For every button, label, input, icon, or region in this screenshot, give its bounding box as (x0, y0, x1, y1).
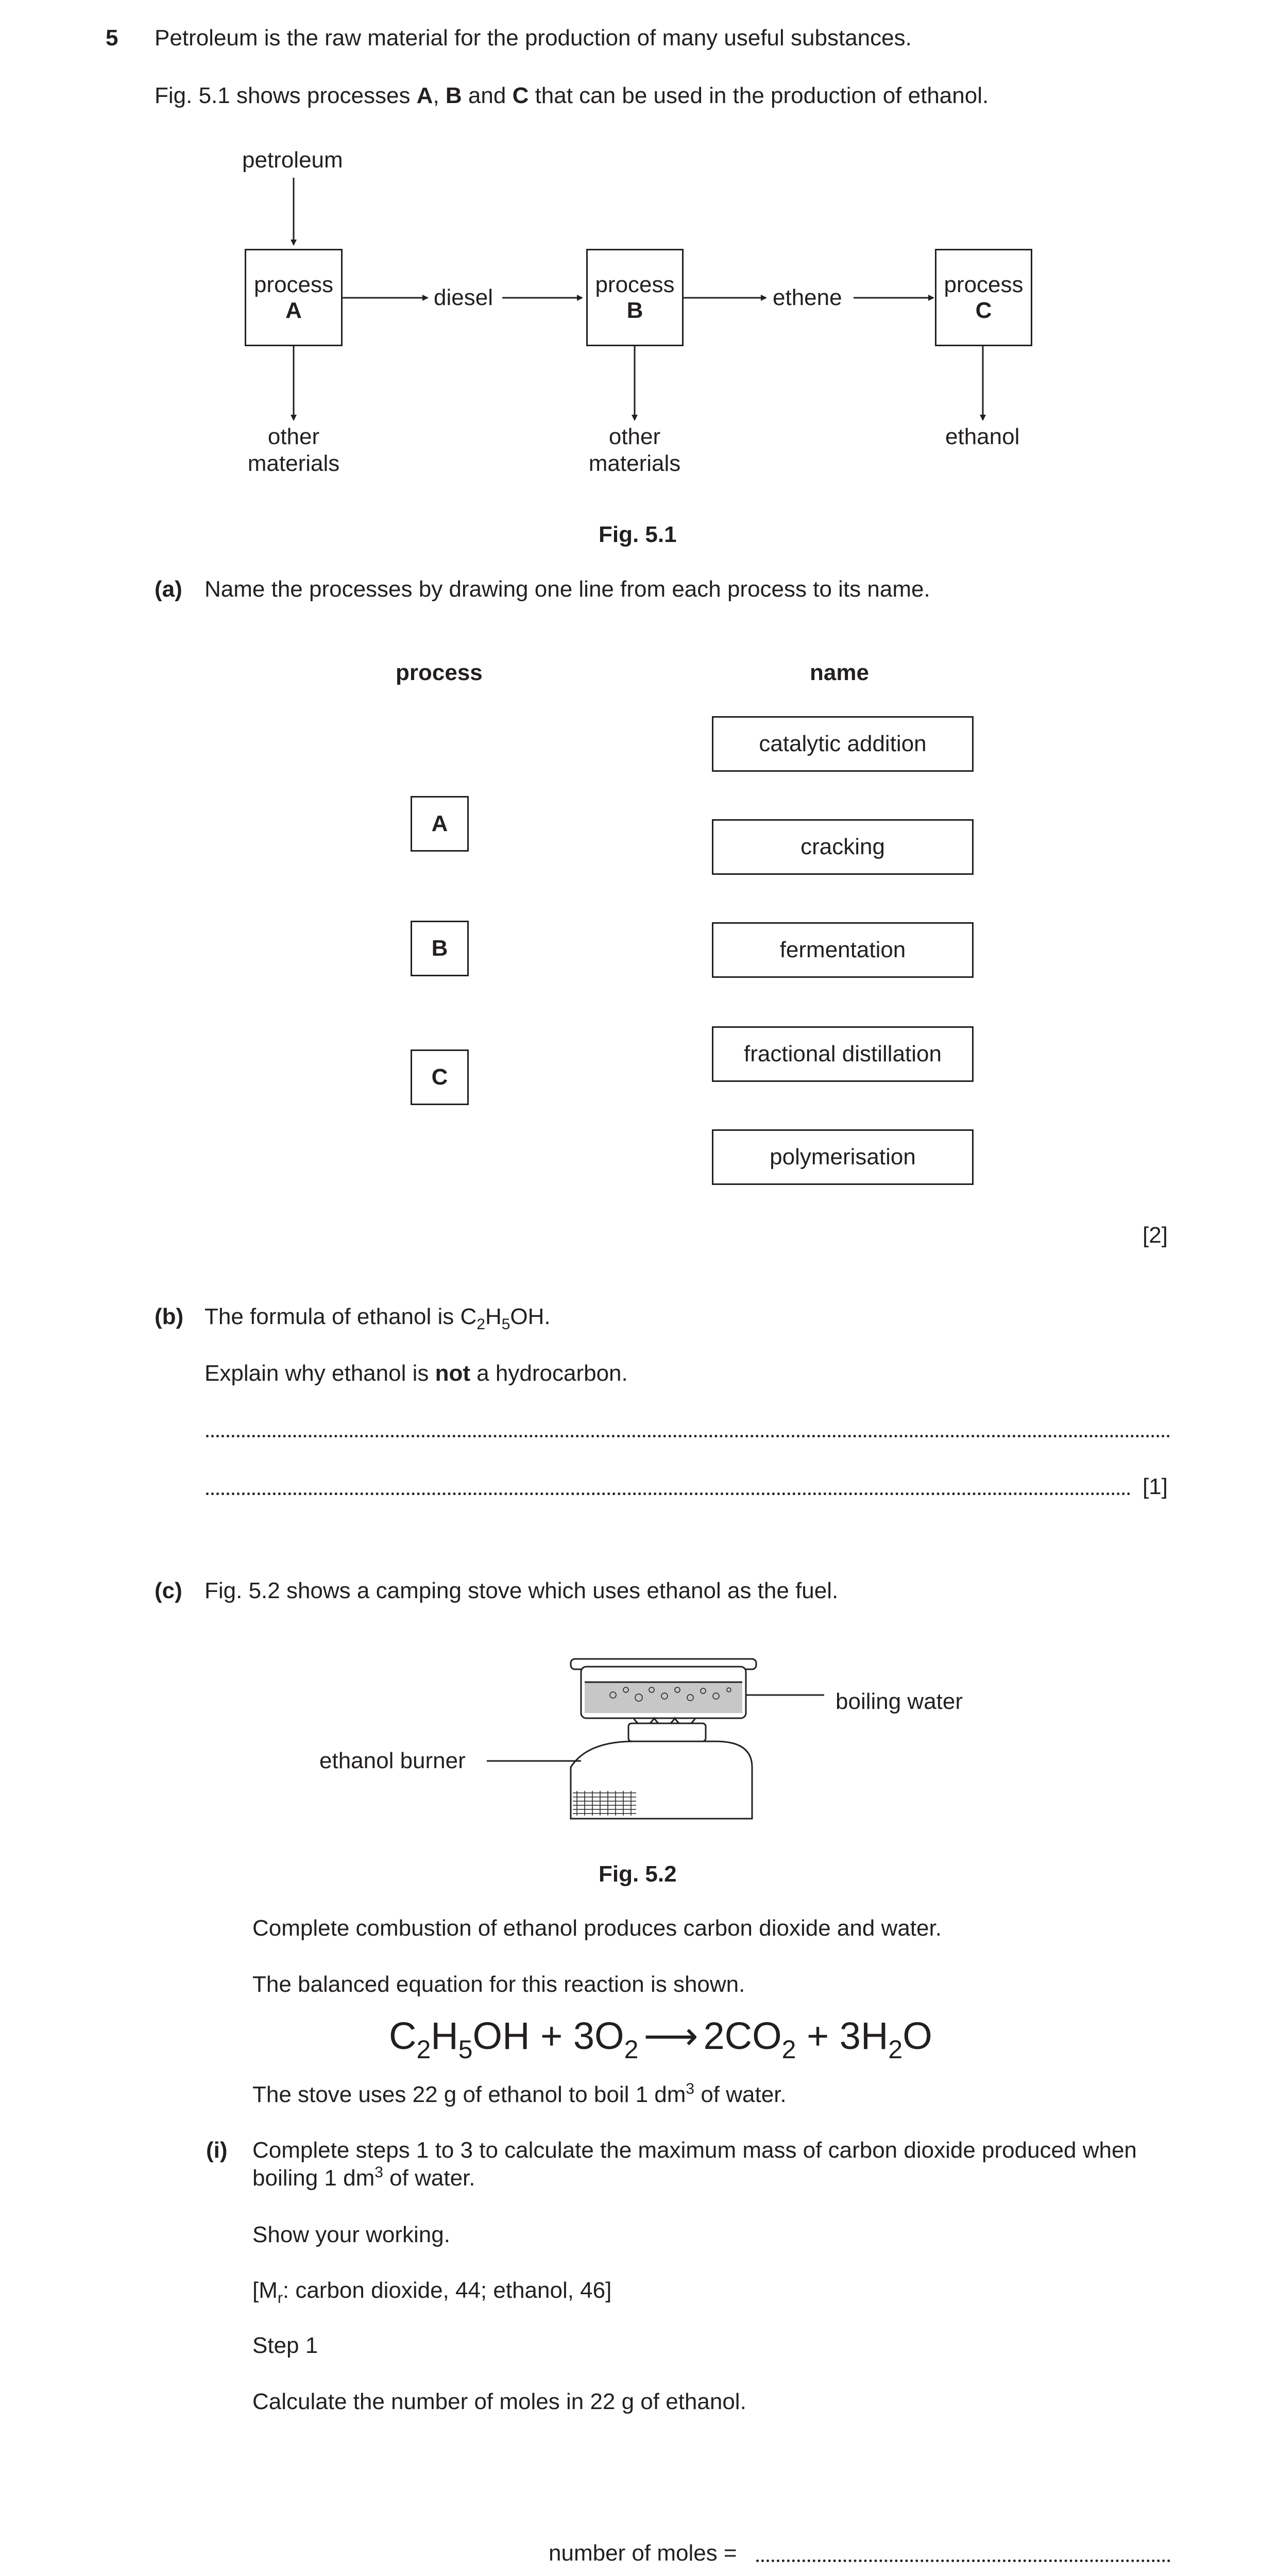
match-name-fractional-distillation[interactable]: fractional distillation (712, 1026, 974, 1082)
match-process-c[interactable]: C (411, 1049, 469, 1105)
match-process-a[interactable]: A (411, 796, 469, 852)
part-c-label: (c) (155, 1578, 182, 1603)
stove-uses-text: The stove uses 22 g of ethanol to boil 1 $dm^3$ of water. (252, 2080, 787, 2107)
process-a-letter: A (285, 297, 302, 323)
name-column-heading: name (810, 660, 869, 685)
part-c-intro: Fig. 5.2 shows a camping stove which uses ethanol as the fuel. (205, 1578, 839, 1603)
ethanol-formula-text: The formula of ethanol is $C_2H_5OH$. (205, 1304, 551, 1333)
answer-line-b-2[interactable] (206, 1493, 1131, 1495)
step1-heading: Step 1 (252, 2333, 318, 2358)
boiling-water-label: boiling water (836, 1689, 963, 1714)
other-materials-b: other materials (588, 424, 681, 476)
question-intro: Petroleum is the raw material for the production of many useful substances. (155, 25, 912, 50)
part-b-question: Explain why ethanol is not a hydrocarbon. (205, 1361, 628, 1386)
part-b-marks: [1] (1143, 1474, 1168, 1499)
diesel-label: diesel (434, 285, 493, 310)
process-column-heading: process (396, 660, 483, 685)
match-name-cracking[interactable]: cracking (712, 819, 974, 875)
answer-line-b-1[interactable] (206, 1435, 1170, 1437)
process-b-box (586, 249, 684, 346)
part-b-label: (b) (155, 1304, 184, 1329)
part-a-text: Name the processes by drawing one line from each process to its name. (205, 577, 930, 602)
process-c-letter: C (975, 297, 992, 323)
combustion-equation: $C_2H_5OH + 3O_2$ ⟶ $2CO_2 + 3H_2O$ (389, 2014, 932, 2064)
match-name-fermentation[interactable]: fermentation (712, 922, 974, 978)
figure-intro: Fig. 5.1 shows processes A, B and C that can be used in the production of ethanol. (155, 83, 989, 108)
part-a-marks: [2] (1143, 1223, 1168, 1248)
step1-text: Calculate the number of moles in 22 g of ethanol. (252, 2389, 746, 2414)
part-a-label: (a) (155, 577, 182, 602)
process-a-word: process (253, 272, 334, 297)
part-ci-line1: Complete steps 1 to 3 to calculate the maximum mass of carbon dioxide produced when (252, 2138, 1137, 2163)
show-working: Show your working. (252, 2222, 450, 2247)
match-name-polymerisation[interactable]: polymerisation (712, 1129, 974, 1185)
petroleum-label: petroleum (242, 147, 343, 173)
part-ci-label: (i) (206, 2138, 228, 2163)
fig51-caption: Fig. 5.1 (599, 522, 677, 547)
process-b-word: process (595, 272, 675, 297)
match-name-catalytic-addition[interactable]: catalytic addition (712, 716, 974, 772)
part-ci-line2: boiling 1 $dm^3$ of water. (252, 2164, 475, 2191)
step1-moles-label: number of moles = (549, 2540, 737, 2566)
process-c-word: process (944, 272, 1024, 297)
match-process-b[interactable]: B (411, 921, 469, 976)
ethanol-output-label: ethanol (945, 424, 1020, 449)
camping-stove-diagram (556, 1638, 793, 1824)
other-materials-a: other materials (247, 424, 340, 476)
process-b-letter: B (626, 297, 643, 323)
question-number: 5 (106, 25, 118, 50)
process-c-box (935, 249, 1032, 346)
combustion-text: Complete combustion of ethanol produces carbon dioxide and water. (252, 1916, 942, 1941)
step1-answer-line[interactable] (756, 2560, 1170, 2562)
balanced-equation-intro: The balanced equation for this reaction is shown. (252, 1972, 745, 1997)
fig52-caption: Fig. 5.2 (599, 1861, 677, 1887)
process-a-box (245, 249, 343, 346)
ethene-label: ethene (773, 285, 842, 310)
ethanol-burner-label: ethanol burner (319, 1748, 466, 1773)
relative-masses: [$M_r$: carbon dioxide, 44; ethanol, 46] (252, 2278, 612, 2307)
